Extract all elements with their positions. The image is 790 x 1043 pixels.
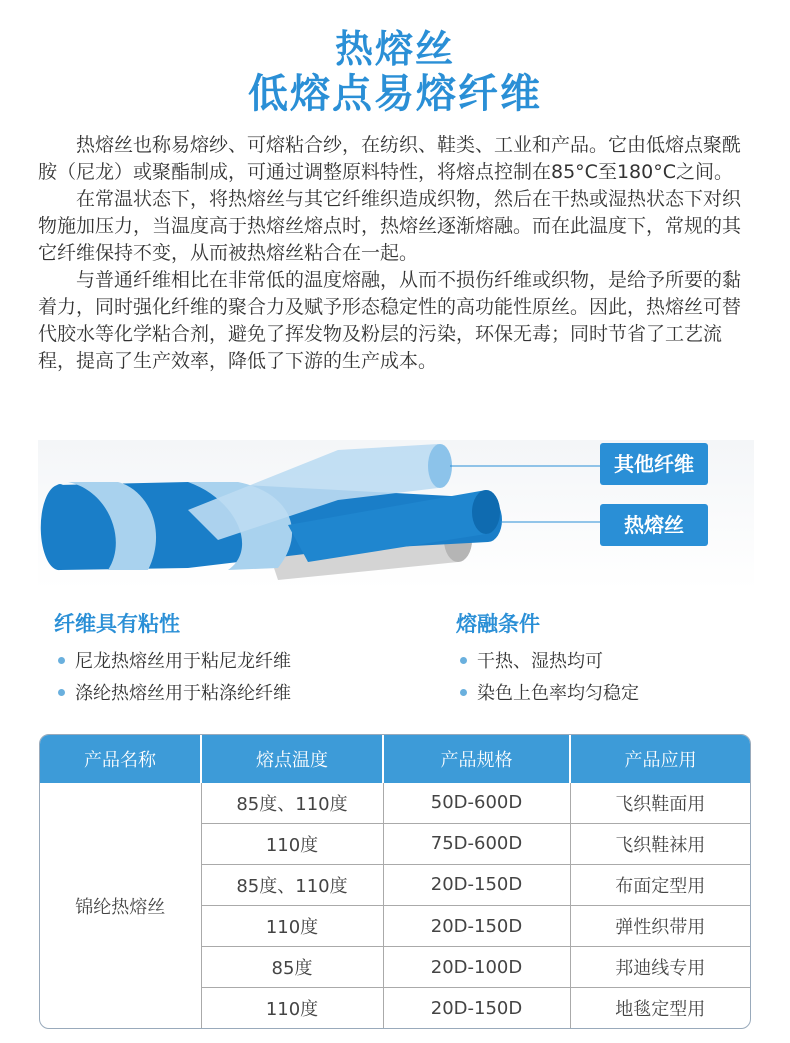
feature-item: 干热、湿热均可	[456, 646, 639, 678]
table-cell: 布面定型用	[570, 864, 750, 905]
intro-paragraph: 在常温状态下，将热熔丝与其它纤维织造成织物，然后在干热或湿热状态下对织物施加压力，当温度高于热熔丝熔点时，热熔丝逐渐熔融。而在此温度下，常规的其它纤维保持不变，从而被热熔丝粘合在一起。	[38, 188, 742, 264]
product-table	[39, 734, 751, 1029]
feature-heading: 熔融条件	[456, 612, 540, 636]
table-header-row	[40, 735, 750, 783]
bullet-icon	[58, 657, 65, 664]
table-cell: 弹性织带用	[570, 905, 750, 946]
feature-item: 染色上色率均匀稳定	[456, 678, 639, 710]
table-cell: 20D-100D	[383, 947, 570, 988]
page-subtitle: 低熔点易熔纤维	[248, 71, 542, 117]
table-cell: 75D-600D	[383, 823, 570, 864]
table-cell: 邦迪线专用	[570, 947, 750, 988]
label-other-fiber: 其他纤维	[600, 443, 708, 485]
bullet-icon	[460, 689, 467, 696]
table-cell: 地毯定型用	[615, 999, 706, 1021]
table-cell: 110度	[201, 905, 383, 946]
label-melt-fiber: 热熔丝	[600, 504, 708, 546]
feature-item: 尼龙热熔丝用于粘尼龙纤维	[54, 646, 291, 678]
product-name-cell: 锦纶热熔丝	[40, 783, 201, 1028]
feature-melting-conditions	[456, 608, 639, 710]
table-cell: 110度	[201, 823, 383, 864]
column-header: 产品名称	[40, 735, 201, 783]
column-header: 产品应用	[570, 735, 750, 783]
bullet-icon	[460, 657, 467, 664]
table-cell: 飞织鞋面用	[570, 783, 750, 823]
table-cell: 110度	[201, 988, 383, 1028]
feature-item: 涤纶热熔丝用于粘涤纶纤维	[54, 678, 291, 710]
table-row	[40, 783, 750, 823]
feature-adhesion	[54, 608, 291, 710]
page-title: 热熔丝	[334, 27, 455, 71]
table-cell: 20D-150D	[383, 864, 570, 905]
table-cell: 85度	[201, 947, 383, 988]
melt-fiber-end	[472, 490, 500, 534]
feature-heading: 纤维具有粘性	[54, 612, 180, 636]
intro-paragraph: 热熔丝也称易熔纱、可熔粘合纱，在纺织、鞋类、工业和产品。它由低熔点聚酰胺（尼龙）或聚酯制成，可通过调整原料特性，将熔点控制在85°C至180°C之间。	[38, 134, 742, 183]
column-header: 熔点温度	[201, 735, 383, 783]
braid-left-end	[46, 484, 74, 570]
intro-text	[38, 132, 754, 375]
table-cell: 50D-600D	[383, 783, 570, 823]
table-cell: 85度、110度	[201, 783, 383, 823]
other-fiber-end	[428, 444, 452, 488]
intro-paragraph: 与普通纤维相比在非常低的温度熔融，从而不损伤纤维或织物，是给予所要的黏着力，同时强化纤维的聚合力及赋予形态稳定性的高功能性原丝。因此，热熔丝可替代胶水等化学粘合剂，避免了挥发物及粉层的污染，环保无毒；同时节省了工艺流程，提高了生产效率，降低了下游的生产成本。	[38, 269, 742, 372]
table-cell: 飞织鞋袜用	[570, 823, 750, 864]
table-cell: 20D-150D	[383, 988, 570, 1028]
bullet-icon	[58, 689, 65, 696]
table-cell: 20D-150D	[383, 905, 570, 946]
column-header: 产品规格	[383, 735, 570, 783]
table-cell: 85度、110度	[201, 864, 383, 905]
